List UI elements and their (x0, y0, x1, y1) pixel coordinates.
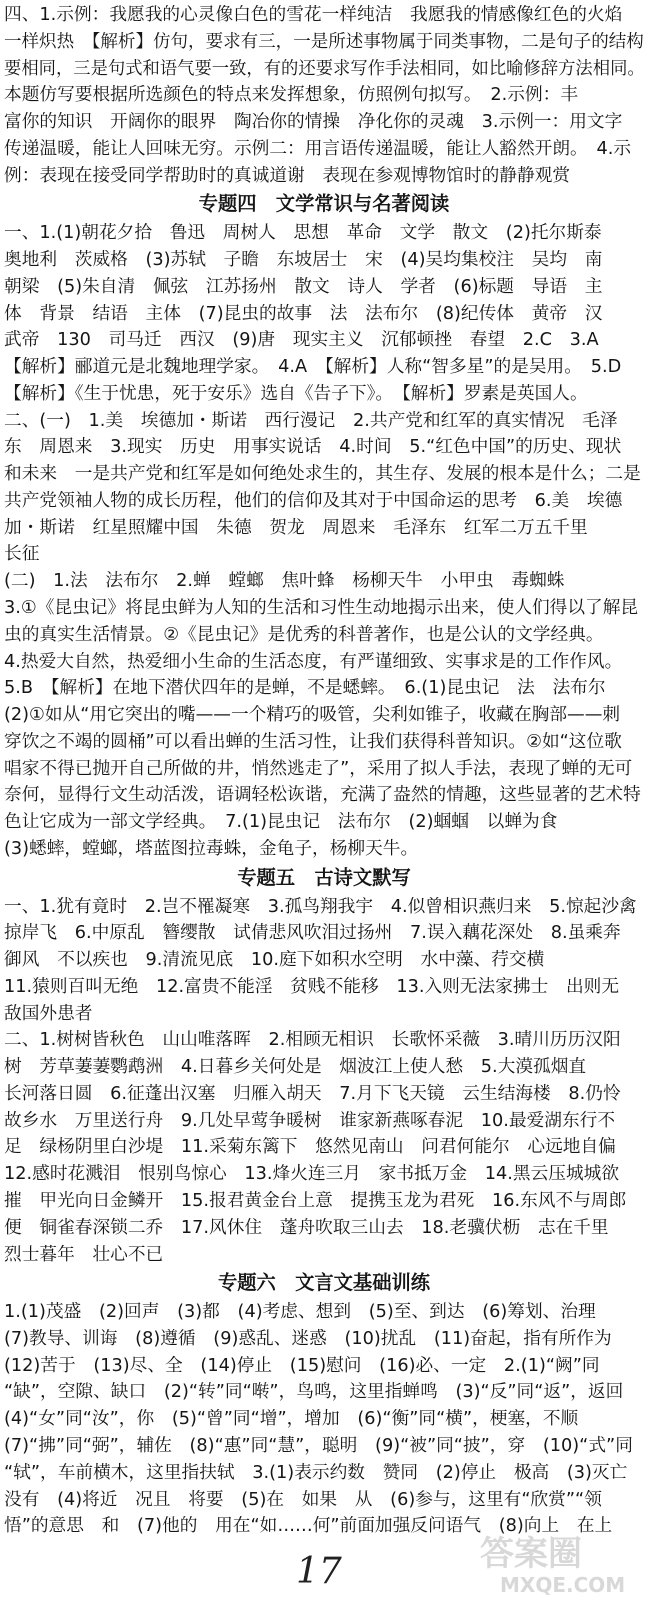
text-line: “轼”，车前横木，这里指扶轼 3.(1)表示约数 赞同 (2)停止 极高 (3)灭亡 (4, 1462, 628, 1483)
text-line: 【解析】郦道元是北魏地理学家。 4.A 【解析】人称“智多星”的是吴用。 5.D (4, 357, 622, 377)
text-line: 奈何，显得行文生动活泼，语调轻松诙谐，充满了盎然的情趣，这些显著的艺术特 (4, 785, 641, 806)
text-line: (3)蟋蟀，螳螂，塔蓝图拉毒蛛，金龟子，杨柳天牛。 (4, 838, 419, 859)
text-line: (7)“拂”同“弼”，辅佐 (8)“惠”同“慧”，聪明 (9)“被”同“披”，穿 (10)“式”同 (4, 1435, 633, 1456)
text-line: 【解析】《生于忧患，死于安乐》选自《告子下》。 【解析】罗素是英国人。 (4, 383, 588, 404)
text-line: 便 铜雀春深锁二乔 17.风休住 蓬舟吹取三山去 18.老骥伏枥 志在千里 (4, 1217, 609, 1238)
section-heading: 专题四 文学常识与名著阅读 (198, 192, 450, 216)
text-line: 二、1.树树皆秋色 山山唯落晖 2.相顾无相识 长歌怀采薇 3.晴川历历汉阳 (4, 1030, 621, 1051)
text-line: (二) 1.法 法布尔 2.蝉 螳螂 焦叶蜂 杨柳天牛 小甲虫 毒蜘蛛 (4, 571, 565, 592)
text-line: 长征 (4, 544, 40, 565)
text-line: 4.热爱大自然，热爱细小生命的生活态度，有严谨细致、实事求是的工作作风。 (4, 651, 623, 672)
text-line: 悟”的意思 和 (7)他的 用在“如……何”前面加强反问语气 (8)向上 在上 (4, 1516, 613, 1537)
section-heading: 专题六 文言文基础训练 (217, 1271, 431, 1295)
text-line: 没有 (4)将近 况且 将要 (5)在 如果 从 (6)参与，这里有“欣赏”“领 (4, 1489, 602, 1510)
watermark-logo: 答案圈 (480, 1534, 582, 1574)
text-line: 唱家不得已抛开自己所做的井，悄然逃走了”，采用了拟人手法，表现了蝉的无可 (4, 758, 633, 779)
text-line: 摧 甲光向日金鳞开 15.报君黄金台上意 提携玉龙为君死 16.东风不与周郎 (4, 1191, 627, 1211)
text-line: 二、(一) 1.美 埃德加・斯诺 西行漫记 2.共产党和红军的真实情况 毛泽 (4, 410, 618, 431)
text-line: 一、1.犹有竟时 2.岂不罹凝寒 3.孤鸟翔我宇 4.似曾相识燕归来 5.惊起沙禽 (4, 896, 637, 917)
text-line: 武帝 130 司马迁 西汉 (9)唐 现实主义 沉郁顿挫 春望 2.C 3.A (4, 330, 599, 351)
text-line: 本题仿写要根据所选颜色的特点来发挥想象，仿照例句拟写。 2.示例：丰 (4, 85, 579, 106)
text-line: 共产党领袖人物的成长历程，他们的信仰及其对于中国命运的思考 6.美 埃德 (4, 490, 623, 511)
text-line: 烈士暮年 壮心不已 (4, 1244, 164, 1265)
text-line: 御风 不以疾也 9.清流见底 10.庭下如积水空明 水中藻、荇交横 (4, 950, 545, 970)
text-line: 加・斯诺 红星照耀中国 朱德 贺龙 周恩来 毛泽东 红军二万五千里 (4, 517, 588, 538)
text-line: 例：表现在接受同学帮助时的真诚道谢 表现在参观博物馆时的静静观赏 (4, 165, 571, 186)
text-line: 传递温暖，能让人回味无穷。示例二：用言语传递温暖，能让人豁然开朗。 4.示 (4, 138, 632, 159)
text-line: 掠岸飞 6.中原乱 簪缨散 试倩悲风吹泪过扬州 7.误入藕花深处 8.虽乘奔 (4, 923, 621, 944)
text-line: 1.(1)茂盛 (2)回声 (3)都 (4)考虑、想到 (5)至、到达 (6)筹划、治理 (4, 1302, 596, 1323)
text-line: (2)①如从“用它突出的嘴——一个精巧的吸管，尖利如锥子，收藏在胸部——刺 (4, 705, 621, 726)
text-line: 奥地利 茨威格 (3)苏轼 子瞻 东坡居士 宋 (4)吴均集校注 吴均 南 (4, 250, 603, 270)
text-line: 穿饮之不竭的圆桶”可以看出蝉的生活习性，让我们获得科普知识。②如“这位歌 (4, 731, 622, 752)
text-line: “缺”，空隙、缺口 (2)“转”同“啭”，鸟鸣，这里指蝉鸣 (3)“反”同“返”，返回 (4, 1382, 624, 1403)
text-line: 富你的知识 开阔你的眼界 陶冶你的情操 净化你的灵魂 3.示例一：用文字 (4, 112, 623, 133)
page-number: 17 (296, 1551, 342, 1592)
text-line: 四、1.示例：我愿我的心灵像白色的雪花一样纯洁 我愿我的情感像红色的火焰 (4, 5, 623, 25)
text-line: 足 绿杨阴里白沙堤 11.采菊东篱下 悠然见南山 问君何能尔 心远地自偏 (4, 1137, 616, 1158)
text-line: 11.猿则百叫无绝 12.富贵不能淫 贫贱不能移 13.入则无法家拂士 出则无 (4, 976, 620, 997)
text-line: 3.①《昆虫记》将昆虫鲜为人知的生活和习性生动地揭示出来，使人们得以了解昆 (4, 598, 639, 618)
text-line: 一样炽热 【解析】仿句，要求有三，一是所述事物属于同类事物，二是句子的结构 (4, 31, 644, 52)
text-line: 朝梁 (5)朱自清 佩弦 江苏扬州 散文 诗人 学者 (6)标题 导语 主 (4, 276, 603, 297)
text-line: 树 芳草萋萋鹦鹉洲 4.日暮乡关何处是 烟波江上使人愁 5.大漠孤烟直 (4, 1057, 587, 1078)
section-heading: 专题五 古诗文默写 (237, 865, 411, 889)
text-line: 和未来 一是共产党和红军是如何绝处求生的，其生存、发展的根本是什么；二是 (4, 464, 641, 485)
text-line: 虫的真实生活情景。②《昆虫记》是优秀的科普著作，也是公认的文学经典。 (4, 624, 604, 645)
watermark-url: MXQE.COM (500, 1573, 626, 1597)
text-line: 体 背景 结语 主体 (7)昆虫的故事 法 法布尔 (8)纪传体 黄帝 汉 (4, 303, 603, 324)
text-line: 一、1.(1)朝花夕拾 鲁迅 周树人 思想 革命 文学 散文 (2)托尔斯泰 (4, 223, 602, 244)
text-line: (4)“女”同“汝”，你 (5)“曾”同“增”，增加 (6)“衡”同“横”，梗塞，不顺 (4, 1409, 579, 1430)
text-line: 要相同，三是句式和语气要一致，有的还要求写作手法相同，如比喻修辞方法相同。 (4, 58, 645, 79)
text-line: 12.感时花溅泪 恨别鸟惊心 13.烽火连三月 家书抵万金 14.黑云压城城欲 (4, 1164, 620, 1185)
text-line: 东 周恩来 3.现实 历史 用事实说话 4.时间 5.“红色中国”的历史、现状 (4, 437, 622, 458)
text-line: 长河落日圆 6.征蓬出汉塞 归雁入胡天 7.月下飞天镜 云生结海楼 8.仍怜 (4, 1083, 621, 1104)
text-line: 5.B 【解析】在地下潜伏四年的是蝉，不是蟋蟀。 6.(1)昆虫记 法 法布尔 (4, 678, 606, 699)
text-line: 色让它成为一部文学经典。 7.(1)昆虫记 法布尔 (2)蝈蝈 以蝉为食 (4, 812, 558, 833)
text-line: (12)苦于 (13)尽、全 (14)停止 (15)慰问 (16)必、一定 2.(1)“阙”同 (4, 1355, 600, 1376)
text-line: 敌国外患者 (4, 1003, 93, 1024)
text-line: (7)教导、训诲 (8)遵循 (9)惑乱、迷惑 (10)扰乱 (11)奋起，指有所作为 (4, 1328, 612, 1349)
text-line: 故乡水 万里送行舟 9.几处早莺争暖树 谁家新燕啄春泥 10.最爱湖东行不 (4, 1110, 616, 1131)
